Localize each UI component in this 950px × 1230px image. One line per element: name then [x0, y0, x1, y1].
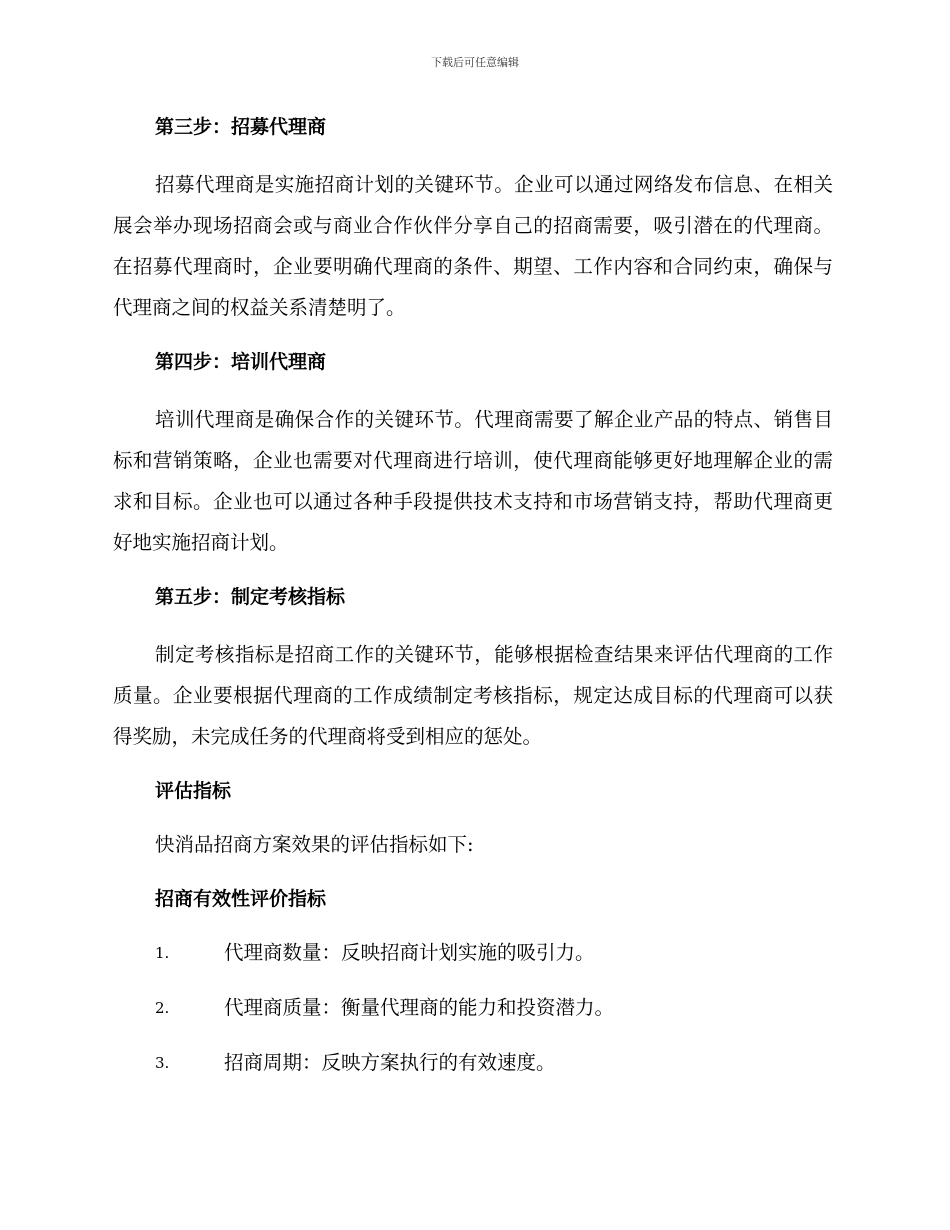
evaluation-subheading: 招商有效性评价指标 [155, 888, 327, 910]
section-heading-step3: 第三步：招募代理商 [155, 116, 327, 138]
list-item [113, 1046, 833, 1080]
evaluation-heading: 评估指标 [155, 780, 232, 802]
list-item-text: 招商周期：反映方案执行的有效速度。 [224, 1051, 556, 1074]
evaluation-list [113, 936, 833, 1080]
page-header-note: 下载后可任意编辑 [431, 56, 519, 69]
list-item-text: 代理商数量：反映招商计划实施的吸引力。 [224, 941, 595, 964]
list-item [113, 936, 833, 970]
section-paragraph-step5: 制定考核指标是招商工作的关键环节，能够根据检查结果来评估代理商的工作质量。企业要根据代理商的工作成绩制定考核指标，规定达成目标的代理商可以获得奖励，未完成任务的代理商将受到相应的惩处。 [113, 643, 833, 748]
list-item [113, 991, 833, 1025]
section-heading-step4: 第四步：培训代理商 [155, 351, 327, 373]
evaluation-intro: 快消品招商方案效果的评估指标如下: [155, 833, 474, 856]
list-item-number: 3. [155, 1054, 170, 1072]
list-item-text: 代理商质量：衡量代理商的能力和投资潜力。 [224, 996, 615, 1019]
section-heading-step5: 第五步：制定考核指标 [155, 586, 346, 608]
list-item-number: 2. [155, 999, 170, 1017]
document-body [113, 110, 833, 1101]
list-item-number: 1. [155, 944, 170, 962]
section-paragraph-step3: 招募代理商是实施招商计划的关键环节。企业可以通过网络发布信息、在相关展会举办现场招商会或与商业合作伙伴分享自己的招商需要，吸引潜在的代理商。在招募代理商时，企业要明确代理商的条件、期望、工作内容和合同约束，确保与代理商之间的权益关系清楚明了。 [113, 173, 833, 319]
section-paragraph-step4: 培训代理商是确保合作的关键环节。代理商需要了解企业产品的特点、销售目标和营销策略，企业也需要对代理商进行培训，使代理商能够更好地理解企业的需求和目标。企业也可以通过各种手段提供技术支持和市场营销支持，帮助代理商更好地实施招商计划。 [113, 408, 833, 554]
